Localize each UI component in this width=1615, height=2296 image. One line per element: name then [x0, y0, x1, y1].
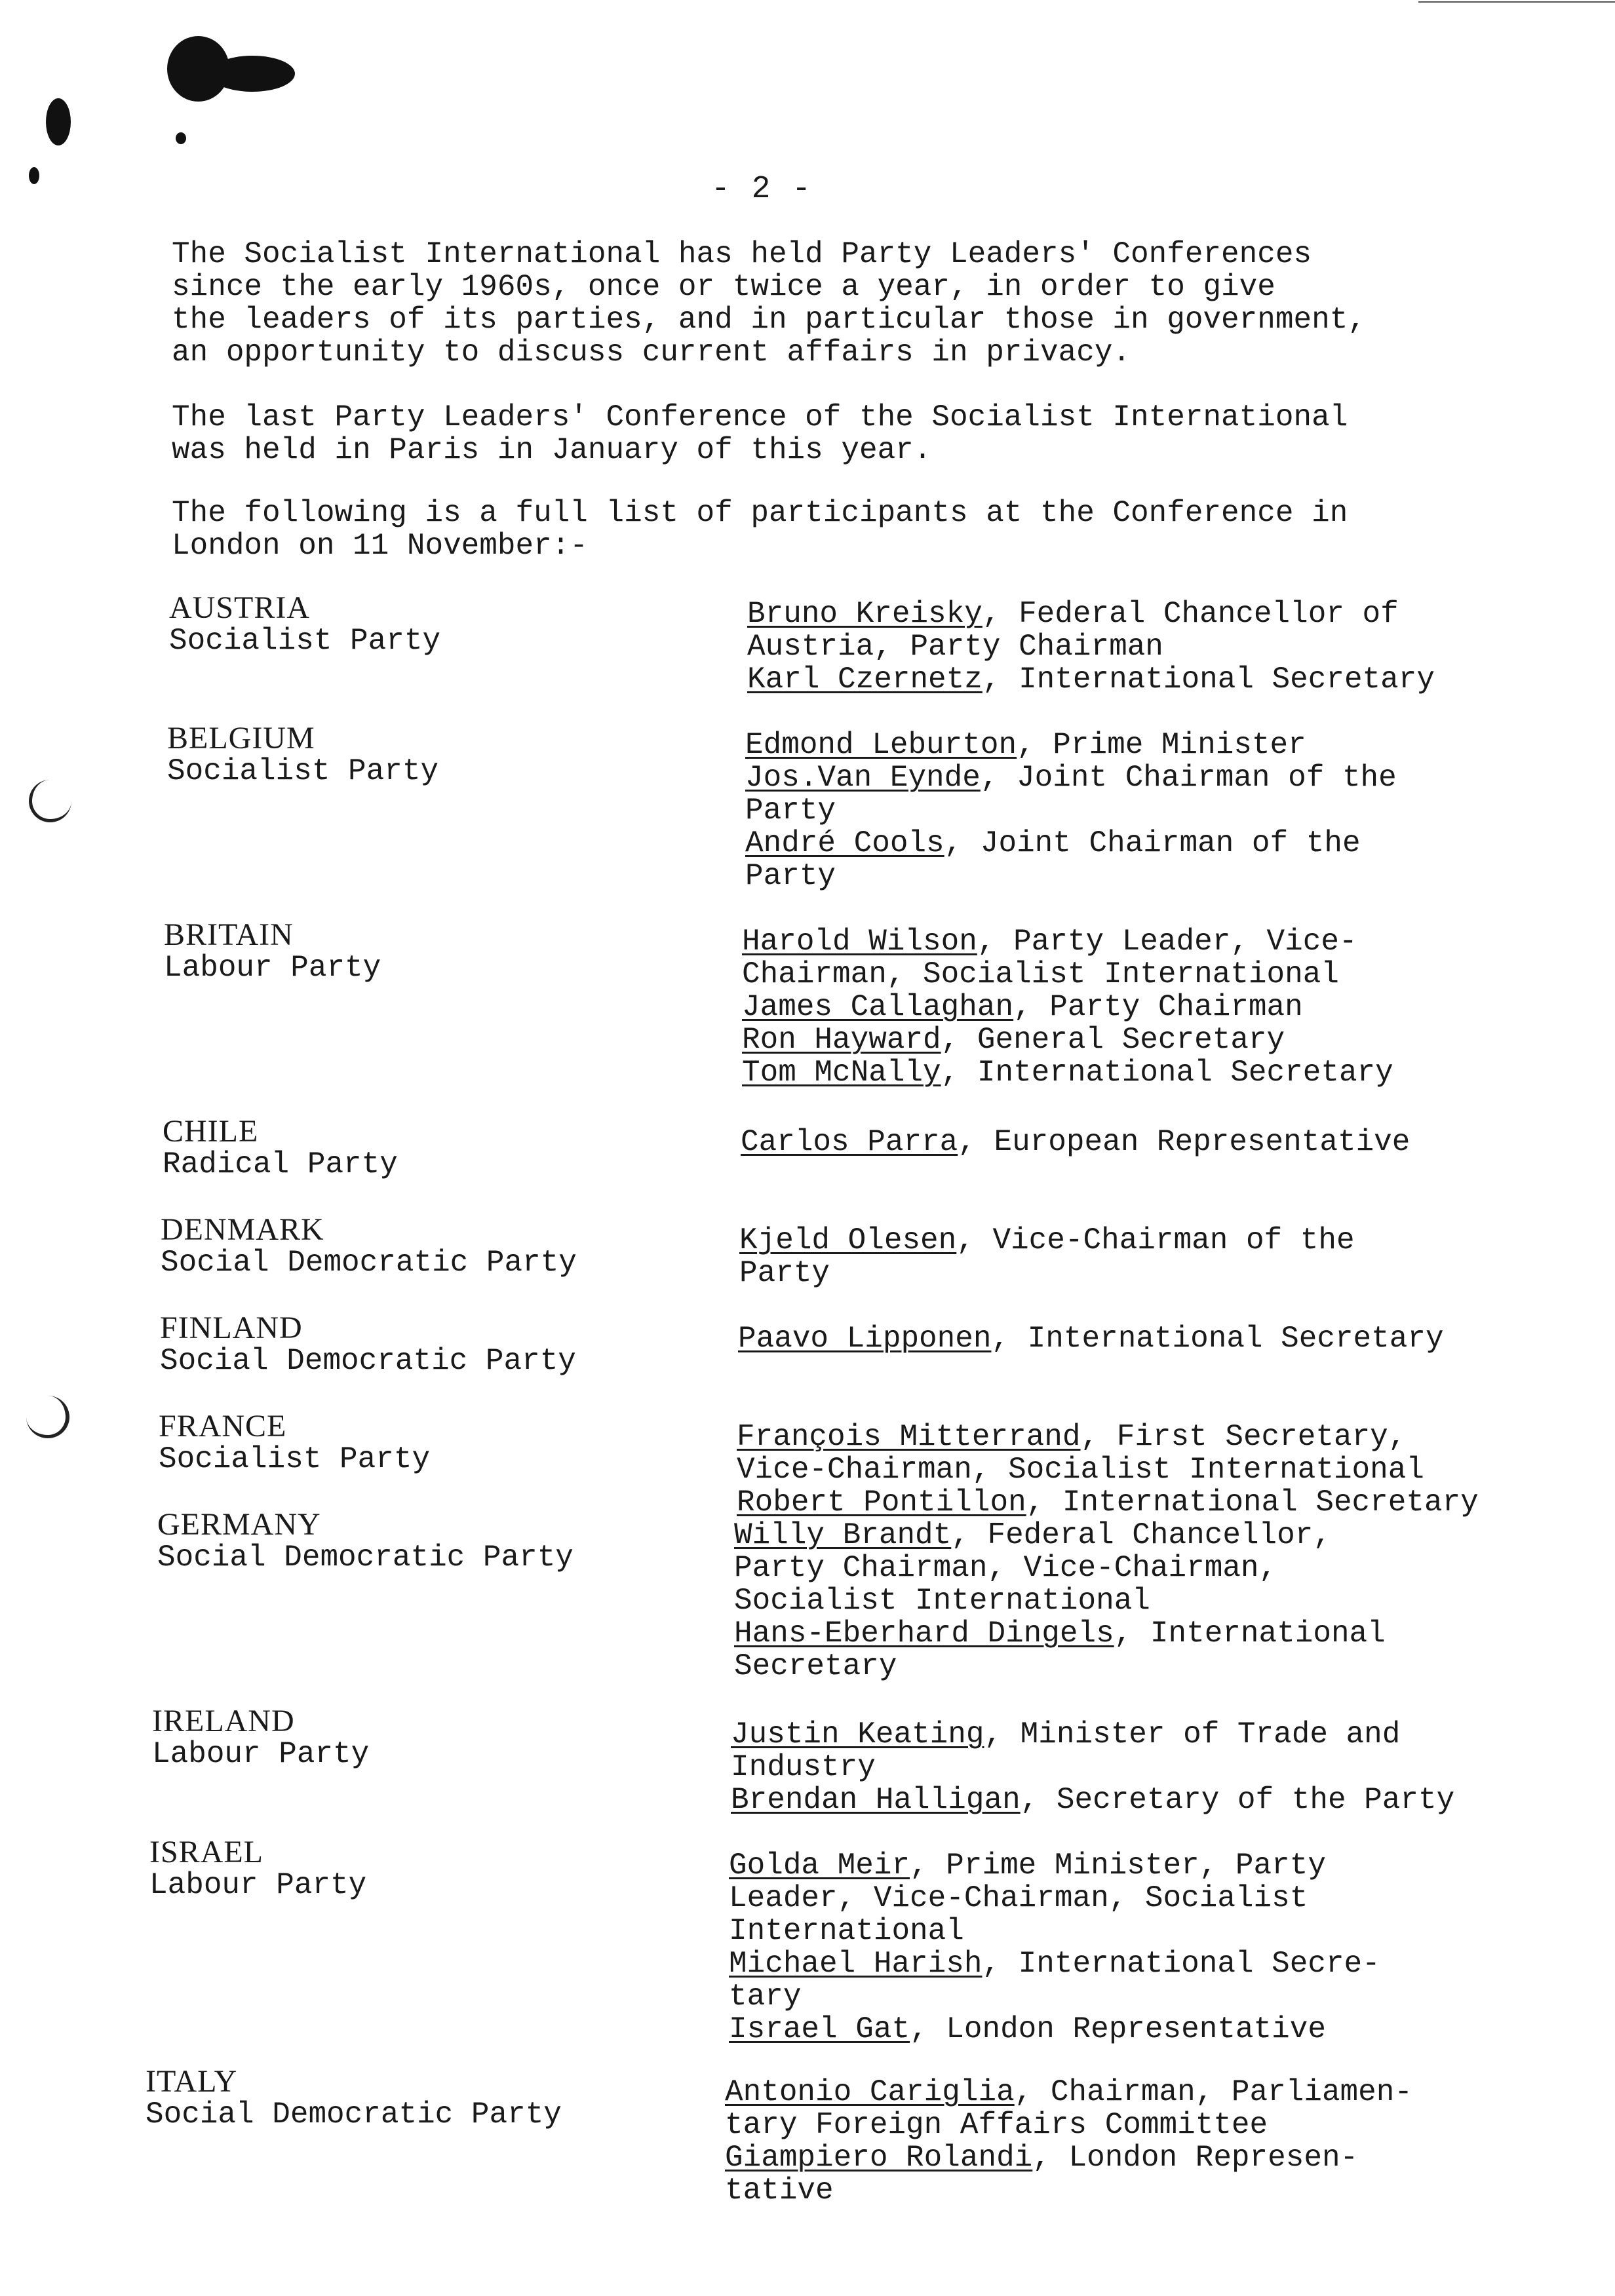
- party-name: Social Democratic Party: [146, 2097, 562, 2132]
- participant: [729, 1849, 1483, 1947]
- country-name: ISRAEL: [149, 1835, 263, 1869]
- participant-name: Antonio Cariglia: [725, 2075, 1015, 2109]
- participant-name: Kjeld Olesen: [739, 1223, 957, 1257]
- participant-role: , Joint Chairman of the Party: [745, 761, 1397, 828]
- participant-name: James Callaghan: [742, 990, 1014, 1024]
- participant: [742, 925, 1496, 991]
- participant: [734, 1519, 1488, 1617]
- participant: [745, 729, 1499, 761]
- participant-name: Hans-Eberhard Dingels: [734, 1617, 1114, 1651]
- country-block: [167, 722, 438, 788]
- participant-list: [747, 598, 1501, 696]
- country-block: [152, 1705, 369, 1770]
- participant-role: , Prime Minister, Party Leader, Vice-Chairman, Socialist International: [729, 1848, 1326, 1948]
- participant: [745, 827, 1499, 892]
- participant-role: , Chairman, Parliamen- tary Foreign Affairs Committee: [725, 2075, 1412, 2142]
- participant-name: Edmond Leburton: [745, 728, 1017, 762]
- participant-list: [745, 729, 1499, 892]
- country-name: ITALY: [146, 2064, 238, 2099]
- margin-mark: [29, 780, 71, 822]
- participant-name: Justin Keating: [731, 1717, 984, 1751]
- country-block: [161, 1214, 577, 1279]
- participant: [747, 598, 1501, 663]
- margin-mark: [26, 1396, 69, 1438]
- party-name: Socialist Party: [159, 1442, 431, 1476]
- page-number: - 2 -: [711, 172, 813, 207]
- participant-role: , International Secretary: [1026, 1485, 1479, 1520]
- country-block: [157, 1508, 574, 1574]
- participant-role: , Party Leader, Vice- Chairman, Socialist International: [742, 925, 1357, 991]
- intro-paragraph-2: The last Party Leaders' Conference of the Socialist International was held in Paris in January of this year.: [172, 400, 1348, 467]
- participant-role: , Vice-Chairman of the Party: [739, 1223, 1355, 1290]
- participant: [742, 1056, 1496, 1089]
- country-block: [160, 1312, 576, 1377]
- participant-name: Robert Pontillon: [737, 1485, 1026, 1520]
- party-name: Labour Party: [149, 1868, 367, 1902]
- party-name: Social Democratic Party: [160, 1344, 576, 1378]
- country-name: BELGIUM: [167, 721, 315, 756]
- country-block: [164, 919, 381, 984]
- participant-name: Giampiero Rolandi: [725, 2141, 1033, 2175]
- ink-spot: [46, 98, 71, 145]
- participant-name: Willy Brandt: [734, 1518, 952, 1552]
- participant: [737, 1421, 1490, 1486]
- participant-name: Harold Wilson: [742, 925, 977, 959]
- country-name: BRITAIN: [164, 917, 294, 952]
- participant: [725, 2141, 1479, 2207]
- participant-list: [734, 1519, 1488, 1683]
- country-block: [163, 1115, 398, 1181]
- participant-name: Brendan Halligan: [731, 1783, 1021, 1817]
- participant-role: , International Secretary: [982, 662, 1435, 697]
- intro-paragraph-3: The following is a full list of participants at the Conference in London on 11 November:-: [172, 496, 1348, 563]
- participant-role: , International Secretary: [991, 1322, 1444, 1356]
- country-name: GERMANY: [157, 1507, 321, 1542]
- participant-list: [731, 1718, 1485, 1816]
- country-block: [169, 592, 440, 657]
- participant-list: [737, 1421, 1490, 1519]
- participant-role: , General Secretary: [941, 1023, 1285, 1057]
- participant-name: François Mitterrand: [737, 1420, 1081, 1454]
- participant: [734, 1617, 1488, 1683]
- party-name: Labour Party: [164, 951, 381, 985]
- participant-role: , Joint Chairman of the Party: [745, 826, 1361, 893]
- participant: [725, 2076, 1479, 2141]
- participant-role: , Federal Chancellor of Austria, Party Chairman: [747, 597, 1399, 664]
- country-block: [146, 2065, 562, 2131]
- ink-spot: [176, 132, 186, 144]
- participant-list: [729, 1849, 1483, 2046]
- participant-name: Carlos Parra: [741, 1125, 958, 1159]
- country-name: DENMARK: [161, 1212, 324, 1247]
- ink-blot: [210, 56, 295, 92]
- participant: [742, 1024, 1496, 1056]
- participant: [747, 663, 1501, 696]
- participant-role: , Party Chairman: [1013, 990, 1303, 1024]
- country-block: [159, 1410, 430, 1476]
- participant-role: , First Secretary, Vice-Chairman, Socialist International: [737, 1420, 1424, 1487]
- participant: [731, 1718, 1485, 1784]
- participant-name: André Cools: [745, 826, 944, 860]
- participant-name: Paavo Lipponen: [738, 1322, 992, 1356]
- participant-name: Israel Gat: [729, 2012, 910, 2046]
- participant-name: Michael Harish: [729, 1947, 983, 1981]
- country-block: [149, 1836, 366, 1902]
- participant-role: , Minister of Trade and Industry: [731, 1717, 1401, 1784]
- ink-spot: [29, 167, 39, 184]
- party-name: Labour Party: [152, 1737, 370, 1771]
- participant-name: Ron Hayward: [742, 1023, 941, 1057]
- participant-list: [741, 1126, 1494, 1158]
- participant-name: Karl Czernetz: [747, 662, 983, 697]
- participant-name: Golda Meir: [729, 1848, 910, 1883]
- participant: [731, 1784, 1485, 1816]
- participant-list: [742, 925, 1496, 1089]
- participant: [737, 1486, 1490, 1519]
- participant: [742, 991, 1496, 1024]
- participant: [739, 1224, 1493, 1290]
- country-name: CHILE: [163, 1114, 259, 1149]
- country-name: AUSTRIA: [169, 590, 311, 625]
- participant-role: , International Secretary: [941, 1056, 1393, 1090]
- participant-role: , London Represen- tative: [725, 2141, 1359, 2208]
- scan-edge-line: [1418, 1, 1615, 3]
- participant-role: , London Representative: [910, 2012, 1326, 2046]
- participant-list: [739, 1224, 1493, 1290]
- country-name: IRELAND: [152, 1704, 295, 1738]
- participant-role: , International Secre- tary: [729, 1947, 1380, 2014]
- participant-list: [725, 2076, 1479, 2207]
- participant-role: , Prime Minister: [1017, 728, 1306, 762]
- participant: [738, 1322, 1492, 1355]
- participant-role: , Secretary of the Party: [1020, 1783, 1455, 1817]
- party-name: Radical Party: [163, 1147, 398, 1181]
- participant-list: [738, 1322, 1492, 1355]
- participant-name: Jos.Van Eynde: [745, 761, 981, 795]
- party-name: Socialist Party: [169, 624, 441, 658]
- participant: [745, 761, 1499, 827]
- participant: [729, 1947, 1483, 2013]
- country-name: FRANCE: [159, 1409, 287, 1444]
- party-name: Socialist Party: [167, 754, 439, 788]
- participant-name: Bruno Kreisky: [747, 597, 983, 631]
- party-name: Social Democratic Party: [157, 1540, 574, 1575]
- participant-name: Tom McNally: [742, 1056, 941, 1090]
- participant-role: , Federal Chancellor, Party Chairman, Vice-Chairman, Socialist International: [734, 1518, 1331, 1618]
- participant: [741, 1126, 1494, 1158]
- participant: [729, 2013, 1483, 2046]
- country-name: FINLAND: [160, 1311, 303, 1345]
- participant-role: , International Secretary: [734, 1617, 1386, 1683]
- participant-role: , European Representative: [958, 1125, 1411, 1159]
- party-name: Social Democratic Party: [161, 1246, 577, 1280]
- intro-paragraph-1: The Socialist International has held Party Leaders' Conferences since the early 1960s, once or twice a year, in order to give the leaders of its parties, and in particular those in government, an opportunity to discuss current affairs in privacy.: [172, 237, 1366, 370]
